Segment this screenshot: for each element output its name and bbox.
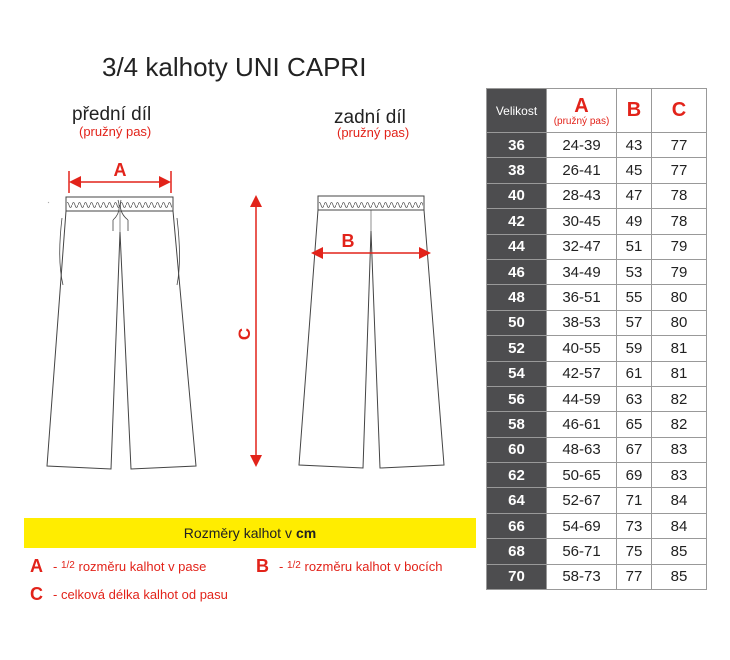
back-waistband-rib <box>319 198 423 208</box>
a-cell: 34-49 <box>547 259 617 284</box>
size-cell: 62 <box>487 463 547 488</box>
c-cell: 77 <box>652 133 707 158</box>
c-cell: 82 <box>652 386 707 411</box>
a-cell: 28-43 <box>547 183 617 208</box>
size-table-header <box>487 89 707 133</box>
b-cell: 63 <box>617 386 652 411</box>
table-row <box>487 564 707 589</box>
header-c: C <box>652 89 707 133</box>
header-b: B <box>617 89 652 133</box>
a-cell: 46-61 <box>547 412 617 437</box>
back-pants-illustration <box>299 196 444 468</box>
header-size: Velikost <box>487 89 547 133</box>
table-row <box>487 488 707 513</box>
table-row <box>487 183 707 208</box>
measure-a <box>69 160 171 193</box>
size-cell: 58 <box>487 412 547 437</box>
b-cell: 57 <box>617 310 652 335</box>
table-row <box>487 209 707 234</box>
a-cell: 40-55 <box>547 336 617 361</box>
size-table <box>486 88 707 590</box>
a-cell: 48-63 <box>547 437 617 462</box>
header-a-letter: A <box>574 94 589 117</box>
legend-frac-a: 1/2 <box>60 560 75 571</box>
c-cell: 85 <box>652 564 707 589</box>
size-cell: 46 <box>487 259 547 284</box>
legend-heading: Rozměry kalhot v <box>183 525 292 541</box>
a-cell: 36-51 <box>547 285 617 310</box>
c-cell: 84 <box>652 513 707 538</box>
table-row <box>487 158 707 183</box>
size-cell: 50 <box>487 310 547 335</box>
table-row <box>487 463 707 488</box>
c-cell: 82 <box>652 412 707 437</box>
size-cell: 66 <box>487 513 547 538</box>
b-cell: 47 <box>617 183 652 208</box>
a-cell: 54-69 <box>547 513 617 538</box>
legend-item-c <box>30 584 228 605</box>
c-cell: 79 <box>652 259 707 284</box>
c-cell: 77 <box>652 158 707 183</box>
c-cell: 81 <box>652 361 707 386</box>
table-row <box>487 437 707 462</box>
a-cell: 30-45 <box>547 209 617 234</box>
table-row <box>487 285 707 310</box>
pants-drawing <box>0 0 480 500</box>
c-cell: 81 <box>652 336 707 361</box>
size-cell: 56 <box>487 386 547 411</box>
legend-frac-b: 1/2 <box>286 560 301 571</box>
a-cell: 50-65 <box>547 463 617 488</box>
legend-letter-b: B <box>256 556 269 576</box>
table-row <box>487 234 707 259</box>
b-cell: 51 <box>617 234 652 259</box>
back-view-label: zadní díl <box>334 107 406 128</box>
b-cell: 59 <box>617 336 652 361</box>
table-row <box>487 386 707 411</box>
b-cell: 53 <box>617 259 652 284</box>
size-cell: 52 <box>487 336 547 361</box>
table-row <box>487 336 707 361</box>
legend-heading-unit: cm <box>295 525 317 541</box>
c-cell: 79 <box>652 234 707 259</box>
measure-a-label: A <box>113 160 127 180</box>
a-cell: 38-53 <box>547 310 617 335</box>
a-cell: 58-73 <box>547 564 617 589</box>
size-cell: 70 <box>487 564 547 589</box>
b-cell: 65 <box>617 412 652 437</box>
b-cell: 49 <box>617 209 652 234</box>
a-cell: 44-59 <box>547 386 617 411</box>
c-cell: 85 <box>652 539 707 564</box>
table-row <box>487 412 707 437</box>
size-cell: 68 <box>487 539 547 564</box>
legend-text-b: rozměru kalhot v bocích <box>304 559 443 574</box>
b-cell: 77 <box>617 564 652 589</box>
c-cell: 83 <box>652 437 707 462</box>
size-cell: 60 <box>487 437 547 462</box>
measure-c-label: C <box>235 327 254 341</box>
c-cell: 80 <box>652 285 707 310</box>
a-cell: 24-39 <box>547 133 617 158</box>
a-cell: 56-71 <box>547 539 617 564</box>
b-cell: 55 <box>617 285 652 310</box>
table-row <box>487 539 707 564</box>
a-cell: 32-47 <box>547 234 617 259</box>
legend-letter-a: A <box>30 556 43 576</box>
size-cell: 64 <box>487 488 547 513</box>
b-cell: 45 <box>617 158 652 183</box>
legend-item-b: B - $^{1/2}$ rozměru kalhot v bocích <box>256 556 443 576</box>
back-view-sublabel: (pružný pas) <box>337 125 410 140</box>
size-cell: 54 <box>487 361 547 386</box>
front-pants-illustration <box>47 197 196 469</box>
legend-item-a: A - $^{1/2}$ rozměru kalhot v pase <box>30 556 207 576</box>
size-cell: 48 <box>487 285 547 310</box>
back-pants-body <box>299 210 444 468</box>
page-title: 3/4 kalhoty UNI CAPRI <box>102 52 367 82</box>
c-cell: 80 <box>652 310 707 335</box>
b-cell: 71 <box>617 488 652 513</box>
a-cell: 42-57 <box>547 361 617 386</box>
size-cell: 40 <box>487 183 547 208</box>
c-cell: 83 <box>652 463 707 488</box>
legend-heading-bar <box>24 518 476 548</box>
front-view-label: přední díl <box>72 104 152 125</box>
c-cell: 78 <box>652 209 707 234</box>
a-cell: 26-41 <box>547 158 617 183</box>
table-row <box>487 513 707 538</box>
c-cell: 84 <box>652 488 707 513</box>
b-cell: 75 <box>617 539 652 564</box>
legend-text-c: - celková délka kalhot od pasu <box>53 587 228 602</box>
b-cell: 67 <box>617 437 652 462</box>
b-cell: 61 <box>617 361 652 386</box>
table-row <box>487 133 707 158</box>
b-cell: 69 <box>617 463 652 488</box>
size-cell: 36 <box>487 133 547 158</box>
c-cell: 78 <box>652 183 707 208</box>
table-row <box>487 259 707 284</box>
legend-letter-c: C <box>30 584 43 604</box>
b-cell: 43 <box>617 133 652 158</box>
header-a-sub: (pružný pas) <box>553 115 610 127</box>
size-cell: 38 <box>487 158 547 183</box>
header-a <box>547 89 617 133</box>
table-row <box>487 310 707 335</box>
table-row <box>487 361 707 386</box>
size-cell: 42 <box>487 209 547 234</box>
front-pants-body <box>47 211 196 469</box>
measure-b-label: B <box>341 231 355 251</box>
b-cell: 73 <box>617 513 652 538</box>
front-view-sublabel: (pružný pas) <box>79 124 152 139</box>
a-cell: 52-67 <box>547 488 617 513</box>
measure-c <box>235 198 256 464</box>
size-cell: 44 <box>487 234 547 259</box>
legend-text-a: rozměru kalhot v pase <box>78 559 207 574</box>
